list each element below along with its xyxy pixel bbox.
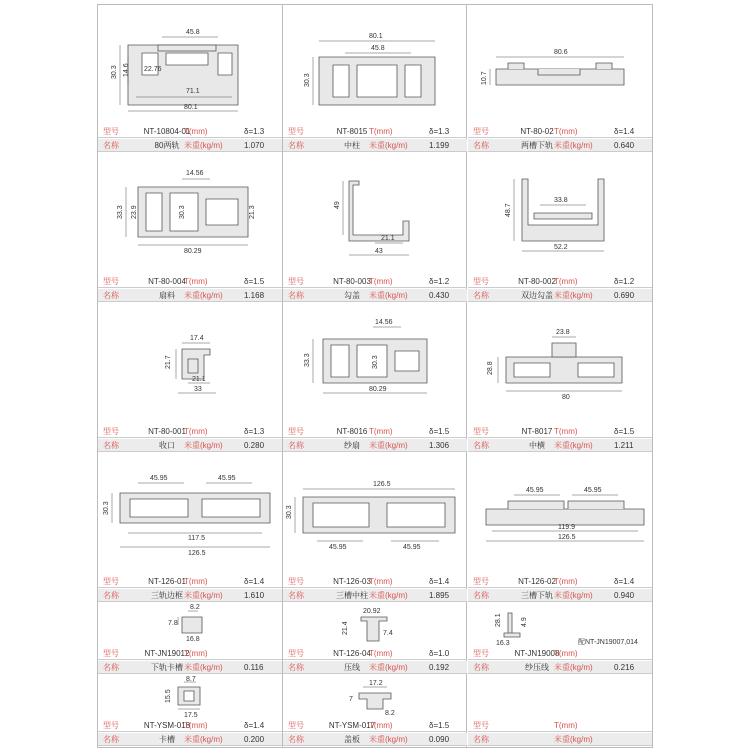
thickness-label: T(mm) [554,427,578,436]
name-row [283,733,467,746]
model-row [283,275,467,288]
model-value: NT-JN19008 [514,649,560,658]
model-row [98,719,282,732]
profile-drawing [283,603,467,647]
name-row [98,439,282,452]
name-row [283,289,467,302]
svg-text:14.6: 14.6 [123,63,130,77]
weight-value: 1.070 [244,141,265,150]
name-value: 中横 [529,441,545,450]
model-value: NT-80-002 [518,277,556,286]
thickness-value: δ=1.3 [244,427,265,436]
svg-text:7: 7 [349,696,353,703]
name-label: 名称 [473,591,489,600]
thickness-label: T(mm) [184,427,208,436]
model-value: NT-126-01 [148,577,186,586]
model-row [98,647,282,660]
model-row [98,275,282,288]
weight-label: 米重(kg/m) [184,441,223,450]
profile-drawing [283,305,467,423]
svg-text:48.7: 48.7 [505,203,512,217]
weight-label: 米重(kg/m) [184,735,223,744]
thickness-label: T(mm) [554,127,578,136]
svg-text:33: 33 [194,386,202,393]
svg-text:14.56: 14.56 [186,170,204,177]
thickness-label: T(mm) [184,721,208,730]
type-label: 型号 [473,721,489,730]
svg-text:33.8: 33.8 [554,197,568,204]
svg-text:20.92: 20.92 [363,608,381,615]
name-value: 下轨卡槽 [151,663,183,672]
svg-text:17.4: 17.4 [190,335,204,342]
profile-cell [468,455,652,603]
type-label: 型号 [473,427,489,436]
name-value: 三轨边框 [151,591,183,600]
type-label: 型号 [288,721,304,730]
weight-label: 米重(kg/m) [369,735,408,744]
weight-label: 米重(kg/m) [184,591,223,600]
profile-cell [283,305,467,455]
weight-label: 米重(kg/m) [369,441,408,450]
model-value: NT-10804-01 [143,127,191,136]
model-value: NT-8016 [336,427,368,436]
catalog-row [98,603,652,675]
weight-value: 0.690 [614,291,635,300]
catalog-row [98,5,652,155]
svg-text:16.3: 16.3 [496,640,510,647]
thickness-label: T(mm) [184,649,208,658]
profile-cell [98,155,282,305]
weight-value: 0.090 [429,735,450,744]
name-label: 名称 [103,663,119,672]
svg-text:22.76: 22.76 [144,66,162,73]
svg-text:23.9: 23.9 [131,205,138,219]
weight-value: 1.610 [244,591,265,600]
svg-text:126.5: 126.5 [558,534,576,541]
weight-value: 1.306 [429,441,450,450]
svg-text:17.5: 17.5 [184,712,198,719]
svg-text:7.8: 7.8 [168,620,178,627]
model-row [283,425,467,438]
type-label: 型号 [288,427,304,436]
profile-cell [98,305,282,455]
svg-text:80.29: 80.29 [369,386,387,393]
name-row [468,139,652,152]
svg-text:80.6: 80.6 [554,49,568,56]
svg-text:45.95: 45.95 [150,475,168,482]
profile-cell [468,155,652,305]
thickness-label: T(mm) [184,277,208,286]
model-row [283,125,467,138]
model-value: NT-80-02 [520,127,554,136]
profile-cell [283,155,467,305]
profile-drawing [98,305,282,423]
thickness-value: δ=1.2 [429,277,450,286]
weight-value: 0.192 [429,663,450,672]
thickness-value: δ=1.4 [244,721,265,730]
model-value: NT-126-03 [333,577,371,586]
model-value: NT-80-003 [333,277,371,286]
svg-text:21.1: 21.1 [381,235,395,242]
profile-drawing [283,455,467,573]
svg-text:45.95: 45.95 [218,475,236,482]
model-value: NT-YSM-017 [328,721,376,730]
name-label: 名称 [103,291,119,300]
svg-text:45.95: 45.95 [329,544,347,551]
svg-text:8.2: 8.2 [190,604,200,611]
svg-text:28.8: 28.8 [487,361,494,375]
weight-label: 米重(kg/m) [184,141,223,150]
name-row [98,661,282,674]
type-label: 型号 [473,127,489,136]
weight-label: 米重(kg/m) [369,291,408,300]
thickness-value: δ=1.2 [614,277,635,286]
svg-text:30.3: 30.3 [304,73,311,87]
thickness-label: T(mm) [369,649,393,658]
compatibility-note: 配NT-JN19007,014 [578,639,638,646]
thickness-value: δ=1.5 [614,427,635,436]
svg-text:33.3: 33.3 [304,353,311,367]
svg-text:45.95: 45.95 [584,487,602,494]
catalog-sheet [97,4,653,748]
catalog-row [98,675,652,747]
svg-text:45.95: 45.95 [526,487,544,494]
svg-text:80.1: 80.1 [369,33,383,40]
model-row [283,647,467,660]
thickness-label: T(mm) [554,277,578,286]
name-label: 名称 [288,441,304,450]
svg-text:23.8: 23.8 [556,329,570,336]
svg-text:126.5: 126.5 [373,481,391,488]
thickness-value: δ=1.3 [429,127,450,136]
thickness-value: δ=1.4 [614,577,635,586]
profile-cell [98,455,282,603]
svg-text:52.2: 52.2 [554,244,568,251]
weight-value: 0.216 [614,663,635,672]
type-label: 型号 [103,721,119,730]
weight-value: 0.940 [614,591,635,600]
svg-text:21.4: 21.4 [342,621,349,635]
model-row [283,719,467,732]
thickness-value: δ=1.4 [614,127,635,136]
svg-text:80.1: 80.1 [184,104,198,111]
profile-cell [468,305,652,455]
svg-text:14.56: 14.56 [375,319,393,326]
thickness-label: T(mm) [369,127,393,136]
svg-text:30.3: 30.3 [179,205,186,219]
svg-text:30.3: 30.3 [103,501,110,515]
name-value: 中柱 [344,141,360,150]
weight-value: 1.211 [614,441,634,450]
type-label: 型号 [288,649,304,658]
svg-text:30.3: 30.3 [372,355,379,369]
thickness-label: T(mm) [184,127,208,136]
name-label: 名称 [103,735,119,744]
thickness-value: δ=1.5 [244,277,265,286]
svg-text:10.7: 10.7 [481,71,488,85]
svg-text:17.2: 17.2 [369,680,383,687]
profile-cell [98,5,282,155]
catalog-row [98,455,652,603]
thickness-label: T(mm) [369,427,393,436]
weight-value: 1.895 [429,591,450,600]
profile-drawing [283,5,467,123]
type-label: 型号 [473,577,489,586]
model-value: NT-80-004 [148,277,186,286]
name-label: 名称 [473,663,489,672]
name-label: 名称 [288,663,304,672]
profile-drawing [283,155,467,273]
name-label: 名称 [288,735,304,744]
svg-text:45.8: 45.8 [371,45,385,52]
weight-value: 0.280 [244,441,265,450]
name-row [468,661,652,674]
profile-drawing [283,675,467,719]
svg-text:30.3: 30.3 [286,505,293,519]
name-value: 三槽中柱 [336,591,368,600]
type-label: 型号 [473,649,489,658]
weight-label: 米重(kg/m) [554,441,593,450]
model-row [283,575,467,588]
name-label: 名称 [288,141,304,150]
name-row [468,439,652,452]
model-row [98,575,282,588]
name-value: 三槽下轨 [521,591,553,600]
model-row [468,275,652,288]
name-row [283,139,467,152]
name-value: 80两轨 [154,141,180,150]
model-row [468,125,652,138]
profile-drawing [98,5,282,123]
name-value: 卡槽 [159,735,175,744]
model-value: NT-8015 [336,127,368,136]
profile-cell [283,603,467,675]
weight-label: 米重(kg/m) [369,141,408,150]
model-row [468,719,652,732]
profile-cell [283,455,467,603]
svg-text:33.3: 33.3 [117,205,124,219]
name-value: 压线 [344,663,360,672]
svg-text:45.8: 45.8 [186,29,200,36]
thickness-value: δ=1.4 [429,577,450,586]
svg-text:117.5: 117.5 [188,535,205,542]
thickness-label: T(mm) [184,577,208,586]
svg-text:7.4: 7.4 [383,630,393,637]
name-label: 名称 [473,441,489,450]
weight-label: 米重(kg/m) [369,591,408,600]
profile-drawing [98,603,282,647]
profile-drawing [468,155,652,273]
name-label: 名称 [473,141,489,150]
svg-text:4.9: 4.9 [521,617,528,627]
thickness-value: δ=1.0 [429,649,450,658]
svg-text:80: 80 [562,394,570,401]
profile-cell [468,603,652,675]
name-row [98,139,282,152]
model-value: NT-JN19012 [144,649,190,658]
svg-text:21.3: 21.3 [249,205,256,219]
profile-drawing [468,305,652,423]
weight-value: 1.168 [244,291,265,300]
svg-text:28.1: 28.1 [495,613,502,627]
type-label: 型号 [103,649,119,658]
model-value: NT-126-02 [518,577,556,586]
profile-cell [98,603,282,675]
weight-label: 米重(kg/m) [554,735,593,744]
name-label: 名称 [288,291,304,300]
weight-value: 0.640 [614,141,635,150]
thickness-label: T(mm) [369,577,393,586]
model-value: NT-80-001 [148,427,186,436]
profile-cell [468,675,652,747]
model-row [468,425,652,438]
name-row [468,589,652,602]
thickness-label: T(mm) [554,721,578,730]
svg-text:49: 49 [334,201,341,209]
name-label: 名称 [473,291,489,300]
model-row [98,425,282,438]
svg-text:119.9: 119.9 [558,524,575,531]
name-value: 两槽下轨 [521,141,553,150]
name-value: 纱压线 [525,663,549,672]
svg-text:21.1: 21.1 [192,376,206,383]
name-value: 盖板 [344,735,360,744]
profile-drawing [468,675,652,719]
model-row [468,575,652,588]
weight-label: 米重(kg/m) [554,291,593,300]
svg-text:16.8: 16.8 [186,636,200,643]
profile-cell [283,675,467,747]
type-label: 型号 [103,427,119,436]
name-label: 名称 [103,441,119,450]
name-row [468,289,652,302]
svg-text:15.5: 15.5 [165,689,172,703]
svg-text:8.2: 8.2 [385,710,395,717]
thickness-label: T(mm) [369,277,393,286]
svg-text:71.1: 71.1 [186,88,200,95]
name-label: 名称 [288,591,304,600]
thickness-value: δ=1.5 [429,721,450,730]
name-label: 名称 [473,735,489,744]
thickness-value: δ=1.3 [244,127,265,136]
name-row [283,661,467,674]
thickness-value: δ=1.4 [244,577,265,586]
svg-text:80.29: 80.29 [184,248,202,255]
catalog-row [98,155,652,305]
type-label: 型号 [288,127,304,136]
name-value: 收口 [159,441,175,450]
weight-label: 米重(kg/m) [184,291,223,300]
model-value: NT-126-04 [333,649,371,658]
weight-label: 米重(kg/m) [369,663,408,672]
type-label: 型号 [288,577,304,586]
name-value: 纱扇 [344,441,360,450]
catalog-row [98,305,652,455]
weight-label: 米重(kg/m) [554,591,593,600]
profile-cell [283,5,467,155]
weight-value: 1.199 [429,141,450,150]
thickness-label: T(mm) [554,577,578,586]
name-value: 勾盖 [344,291,360,300]
model-row [98,125,282,138]
profile-cell [98,675,282,747]
profile-drawing [98,675,282,719]
type-label: 型号 [103,127,119,136]
name-value: 双边勾盖 [521,291,553,300]
profile-drawing [468,455,652,573]
profile-drawing [98,455,282,573]
name-row [468,733,652,746]
weight-label: 米重(kg/m) [554,663,593,672]
name-label: 名称 [103,141,119,150]
type-label: 型号 [103,277,119,286]
thickness-value: δ=1.5 [429,427,450,436]
profile-drawing [468,5,652,123]
name-row [283,589,467,602]
model-value: NT-YSM-018 [143,721,191,730]
svg-text:126.5: 126.5 [188,550,206,557]
thickness-label: T(mm) [554,649,578,658]
model-row [468,647,652,660]
svg-text:30.3: 30.3 [111,65,118,79]
type-label: 型号 [288,277,304,286]
svg-text:45.95: 45.95 [403,544,421,551]
weight-label: 米重(kg/m) [184,663,223,672]
svg-text:8.7: 8.7 [186,676,196,683]
model-value: NT-8017 [521,427,553,436]
type-label: 型号 [103,577,119,586]
weight-value: 0.430 [429,291,450,300]
name-value: 扇料 [159,291,175,300]
weight-value: 0.200 [244,735,265,744]
type-label: 型号 [473,277,489,286]
name-row [98,589,282,602]
name-row [98,733,282,746]
svg-text:43: 43 [375,248,383,255]
name-row [98,289,282,302]
weight-label: 米重(kg/m) [554,141,593,150]
name-label: 名称 [103,591,119,600]
svg-text:21.7: 21.7 [165,355,172,369]
weight-value: 0.116 [244,663,264,672]
profile-drawing [98,155,282,273]
profile-cell [468,5,652,155]
thickness-label: T(mm) [369,721,393,730]
name-row [283,439,467,452]
